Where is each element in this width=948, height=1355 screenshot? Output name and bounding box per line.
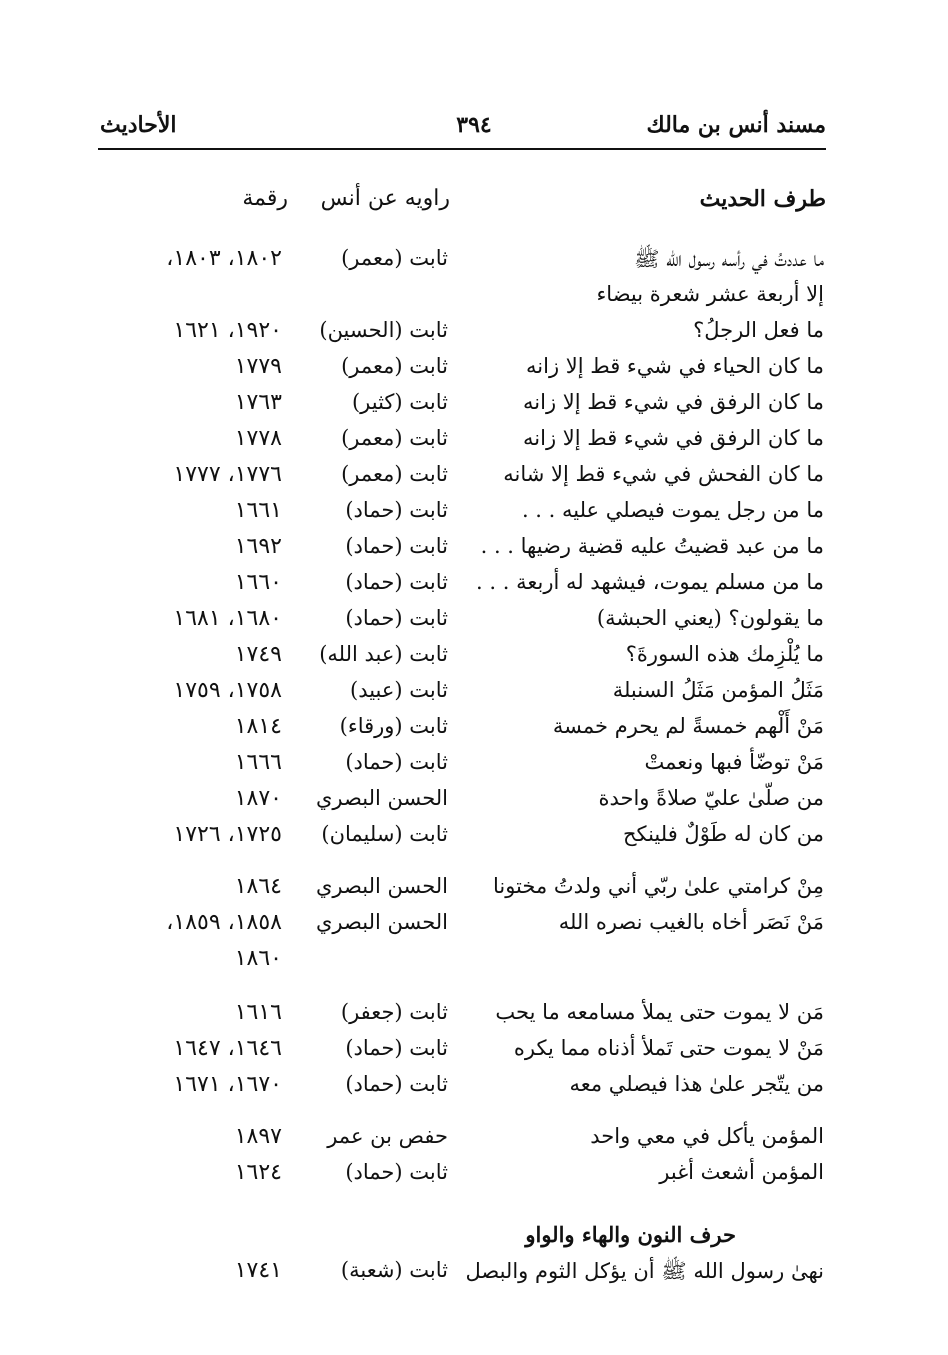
narrator: ثابت (حماد) — [345, 750, 448, 774]
narrator: حفص بن عمر — [327, 1124, 448, 1148]
hadith-number: ١٦٨٠، ١٦٨١ — [173, 606, 282, 631]
narrator: ثابت (شعبة) — [340, 1258, 448, 1282]
table-row — [0, 678, 948, 714]
table-row — [0, 750, 948, 786]
hadith-number: ١٩٢٠، ١٦٢١ — [173, 318, 282, 343]
table-row — [0, 946, 948, 982]
hadith-number: ١٦١٦ — [234, 1000, 282, 1025]
table-row — [0, 390, 948, 426]
hadith-text: مَنْ نَصَر أخاه بالغيب نصره الله — [558, 910, 824, 934]
column-header-hadith: طرف الحديث — [699, 186, 826, 212]
hadith-text: المؤمن يأكل في معي واحد — [590, 1124, 824, 1148]
table-row — [0, 786, 948, 822]
narrator: ثابت (عبد الله) — [319, 642, 448, 666]
table-row — [0, 1160, 948, 1196]
narrator: ثابت (حماد) — [345, 1036, 448, 1060]
table-row — [0, 642, 948, 678]
narrator: ثابت (حماد) — [345, 1160, 448, 1184]
table-row — [0, 714, 948, 750]
table-row — [0, 246, 948, 282]
hadith-text: مَثَلُ المؤمن مَثَلُ السنبلة — [612, 678, 824, 702]
table-row — [0, 462, 948, 498]
hadith-number: ١٧٧٦، ١٧٧٧ — [173, 462, 282, 487]
hadith-text: ما كان الرفق في شيء قط إلا زانه — [523, 390, 824, 414]
narrator: ثابت (حماد) — [345, 606, 448, 630]
table-row — [0, 606, 948, 642]
hadith-number: ١٦٦١ — [234, 498, 282, 523]
table-row — [0, 354, 948, 390]
section-heading: حرف النون والهاء والواو — [525, 1222, 736, 1247]
table-row — [0, 498, 948, 534]
narrator: الحسن البصري — [316, 874, 448, 898]
hadith-number: ١٨٦٠ — [234, 946, 282, 971]
table-row — [0, 534, 948, 570]
table-row — [0, 1036, 948, 1072]
hadith-number: ١٦٧٠، ١٦٧١ — [173, 1072, 282, 1097]
narrator: ثابت (حماد) — [345, 1072, 448, 1096]
narrator: ثابت (كثير) — [351, 390, 448, 414]
hadith-number: ١٦٦٠ — [234, 570, 282, 595]
hadith-number: ١٨٥٨، ١٨٥٩، — [166, 910, 282, 935]
hadith-text: ما من عبد قضيتُ عليه قضية رضيها . . . — [480, 534, 824, 558]
hadith-number: ١٧٥٨، ١٧٥٩ — [173, 678, 282, 703]
hadith-text: ما من مسلم يموت، فيشهد له أربعة . . . — [476, 570, 824, 594]
table-row — [0, 570, 948, 606]
table-row — [0, 1258, 948, 1294]
table-row — [0, 1072, 948, 1108]
column-header-narrator: راويه عن أنس — [320, 186, 450, 211]
table-row — [0, 910, 948, 946]
hadith-number: ١٨٦٤ — [234, 874, 282, 899]
narrator: ثابت (معمر) — [341, 246, 448, 270]
table-row — [0, 318, 948, 354]
hadith-text: من يتّجر علىٰ هذا فيصلي معه — [569, 1072, 824, 1096]
hadith-text: ما عددتُ في رأسه رسول الله ﷺ — [634, 247, 824, 271]
narrator: الحسن البصري — [316, 910, 448, 934]
hadith-number: ١٧٤١ — [234, 1258, 282, 1283]
narrator: ثابت (معمر) — [341, 462, 448, 486]
hadith-text: من كان له طَوْلٌ فلينكح — [622, 822, 824, 846]
section-title: الأحاديث — [100, 112, 177, 138]
hadith-text: إلا أربعة عشر شعرة بيضاء — [596, 282, 824, 306]
narrator: ثابت (سليمان) — [321, 822, 448, 846]
hadith-number: ١٦٦٦ — [234, 750, 282, 775]
narrator: ثابت (ورقاء) — [339, 714, 448, 738]
table-row — [0, 1000, 948, 1036]
book-title: مسند أنس بن مالك — [646, 112, 826, 138]
hadith-text: مَنْ توضّأ فبها ونعمتْ — [644, 750, 824, 774]
hadith-number: ١٨٠٢، ١٨٠٣، — [166, 246, 282, 271]
narrator: ثابت (معمر) — [341, 354, 448, 378]
hadith-text: مَنْ أَلْهم خمسةً لم يحرم خمسة — [552, 714, 824, 738]
narrator: ثابت (عبيد) — [350, 678, 448, 702]
hadith-text: ما كان الرفق في شيء قط إلا زانه — [523, 426, 824, 450]
hadith-text: مَن لا يموت حتى يملأ مسامعه ما يحب — [495, 1000, 824, 1024]
hadith-text: نهىٰ رسول الله ﷺ أن يؤكل الثوم والبصل — [465, 1259, 824, 1283]
hadith-text: ما يقولون؟ (يعني الحبشة) — [596, 606, 824, 630]
table-row — [0, 822, 948, 858]
hadith-number: ١٧٢٥، ١٧٢٦ — [173, 822, 282, 847]
narrator: ثابت (حماد) — [345, 534, 448, 558]
narrator: ثابت (حماد) — [345, 498, 448, 522]
hadith-number: ١٧٧٩ — [234, 354, 282, 379]
hadith-text: ما كان الفحش في شيء قط إلا شانه — [503, 462, 824, 486]
hadith-number: ١٧٤٩ — [234, 642, 282, 667]
column-header-number: رقمة — [242, 186, 288, 211]
hadith-text: مَنْ لا يموت حتى تَملأ أذناه مما يكره — [513, 1036, 824, 1060]
hadith-number: ١٨٧٠ — [234, 786, 282, 811]
narrator: ثابت (جعفر) — [340, 1000, 448, 1024]
header-rule — [98, 148, 826, 150]
hadith-number: ١٦٩٢ — [234, 534, 282, 559]
hadith-text: من صلّىٰ عليّ صلاةً واحدة — [598, 786, 824, 810]
hadith-text: ما فعل الرجلُ؟ — [693, 318, 824, 342]
hadith-number: ١٧٧٨ — [234, 426, 282, 451]
hadith-number: ١٧٦٣ — [234, 390, 282, 415]
table-row — [0, 426, 948, 462]
hadith-text: ما يُلْزِمك هذه السورةَ؟ — [625, 642, 824, 666]
table-row — [0, 1124, 948, 1160]
hadith-number: ١٦٤٦، ١٦٤٧ — [173, 1036, 282, 1061]
narrator: ثابت (الحسين) — [319, 318, 448, 342]
table-row — [0, 874, 948, 910]
narrator: ثابت (حماد) — [345, 570, 448, 594]
hadith-text: المؤمن أشعث أغبر — [659, 1160, 824, 1184]
table-row — [0, 282, 948, 318]
hadith-text: مِنْ كرامتي علىٰ ربّي أني ولدتُ مختونا — [492, 874, 824, 898]
hadith-number: ١٦٢٤ — [234, 1160, 282, 1185]
narrator: ثابت (معمر) — [341, 426, 448, 450]
page-number: ٣٩٤ — [456, 112, 492, 138]
narrator: الحسن البصري — [316, 786, 448, 810]
hadith-text: ما كان الحياء في شيء قط إلا زانه — [526, 354, 824, 378]
hadith-number: ١٨١٤ — [234, 714, 282, 739]
hadith-number: ١٨٩٧ — [234, 1124, 282, 1149]
hadith-text: ما من رجل يموت فيصلي عليه . . . — [521, 498, 824, 522]
